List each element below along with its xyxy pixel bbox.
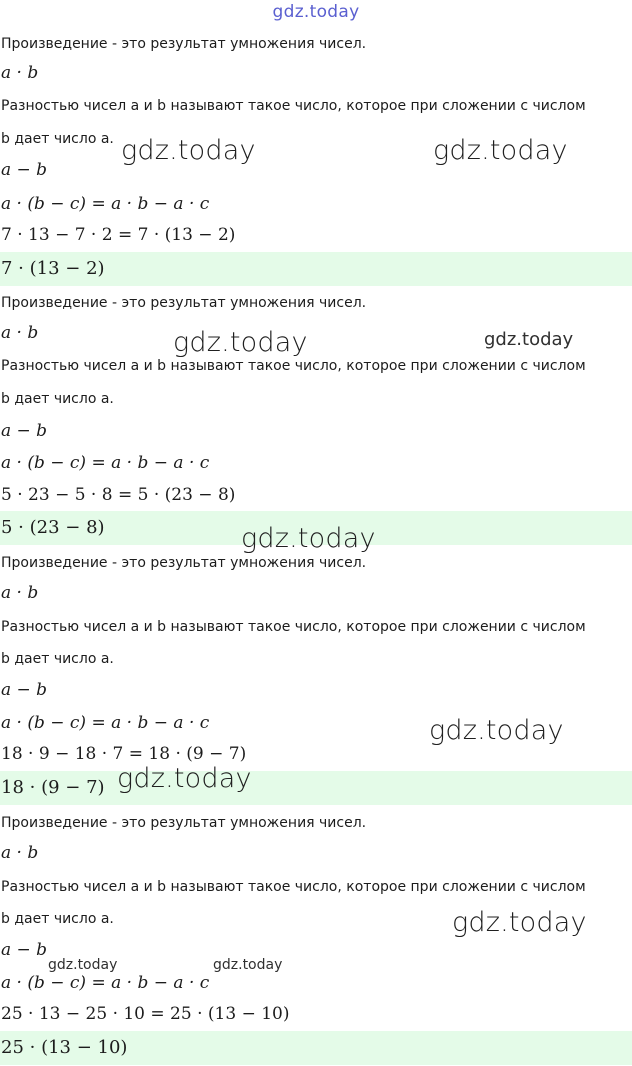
watermark: gdz.today [117, 763, 252, 794]
distributive-law: a · (b − c) = a · b − a · c [1, 713, 210, 733]
watermark: gdz.today [484, 329, 574, 350]
product-definition: Произведение - это результат умножения чисел. [1, 36, 367, 52]
computation: 5 · 23 − 5 · 8 = 5 · (23 − 8) [1, 485, 236, 505]
difference-definition-line2: b дает число a. [1, 651, 114, 667]
watermark: gdz.today [213, 957, 283, 973]
difference-definition-line2: b дает число a. [1, 911, 114, 927]
site-watermark-header: gdz.today [272, 2, 360, 22]
difference-formula: a − b [1, 940, 48, 960]
answer-row: 7 · (13 − 2) [0, 252, 632, 286]
computation: 25 · 13 − 25 · 10 = 25 · (13 − 10) [1, 1004, 290, 1024]
product-formula: a · b [1, 323, 39, 343]
watermark: gdz.today [173, 327, 308, 358]
answer-row: 5 · (23 − 8) [0, 511, 632, 545]
difference-formula: a − b [1, 421, 48, 441]
computation: 18 · 9 − 18 · 7 = 18 · (9 − 7) [1, 744, 247, 764]
difference-definition-line2: b дает число a. [1, 391, 114, 407]
product-definition: Произведение - это результат умножения чисел. [1, 295, 367, 311]
computation: 7 · 13 − 7 · 2 = 7 · (13 − 2) [1, 225, 236, 245]
answer-row: 18 · (9 − 7) [0, 771, 632, 805]
distributive-law: a · (b − c) = a · b − a · c [1, 194, 210, 214]
watermark: gdz.today [241, 523, 376, 554]
answer-row: 25 · (13 − 10) [0, 1031, 632, 1065]
watermark: gdz.today [433, 135, 568, 166]
difference-formula: a − b [1, 680, 48, 700]
watermark: gdz.today [48, 957, 118, 973]
watermark: gdz.today [429, 715, 564, 746]
product-formula: a · b [1, 583, 39, 603]
watermark: gdz.today [121, 135, 256, 166]
product-formula: a · b [1, 63, 39, 83]
difference-formula: a − b [1, 160, 48, 180]
product-definition: Произведение - это результат умножения чисел. [1, 555, 367, 571]
difference-definition-line1: Разностью чисел a и b называют такое число, которое при сложении с числом [1, 619, 586, 635]
product-definition: Произведение - это результат умножения чисел. [1, 815, 367, 831]
difference-definition-line1: Разностью чисел a и b называют такое число, которое при сложении с числом [1, 358, 586, 374]
difference-definition-line1: Разностью чисел a и b называют такое число, которое при сложении с числом [1, 879, 586, 895]
watermark: gdz.today [452, 907, 587, 938]
product-formula: a · b [1, 843, 39, 863]
distributive-law: a · (b − c) = a · b − a · c [1, 973, 210, 993]
difference-definition-line1: Разностью чисел a и b называют такое число, которое при сложении с числом [1, 98, 586, 114]
difference-definition-line2: b дает число a. [1, 131, 114, 147]
distributive-law: a · (b − c) = a · b − a · c [1, 453, 210, 473]
